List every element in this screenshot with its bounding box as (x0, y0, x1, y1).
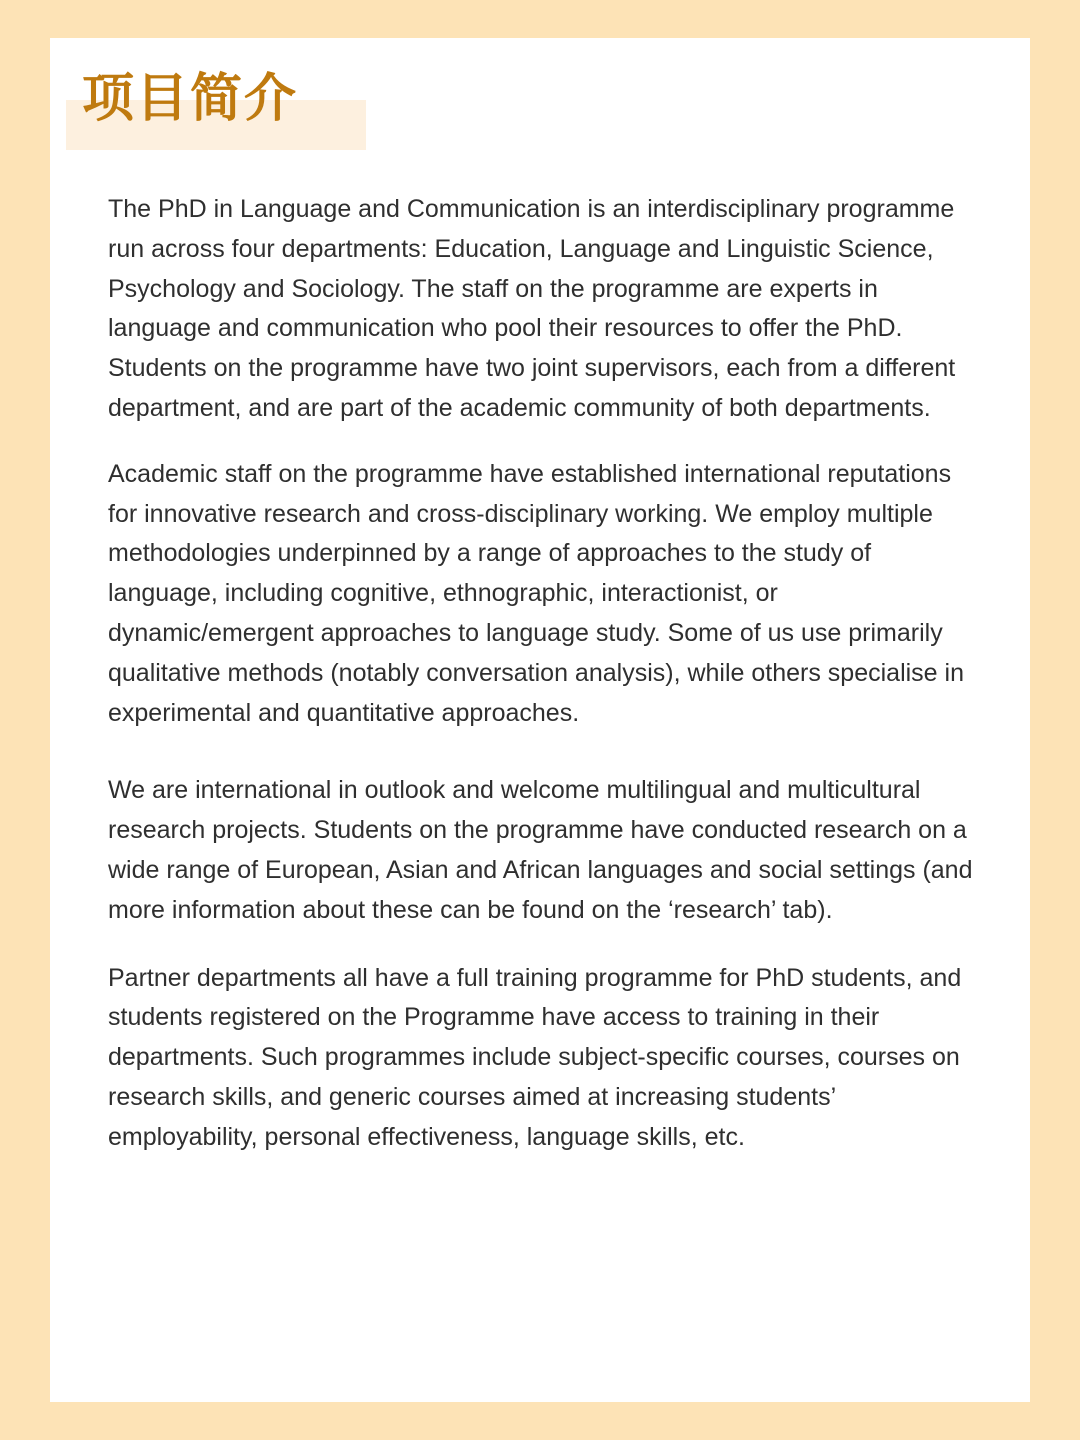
paragraph-academic-staff: Academic staff on the programme have established international reputations for innovative research and cross-disciplinary working. We employ multiple methodologies underpinned by a range of approaches to the study of language, including cognitive, ethnographic, interactionist, or dynamic/emergent approaches to language study. Some of us use primarily qualitative methods (notably conversation analysis), while others specialise in experimental and quantitative approaches. (108, 459, 964, 727)
paragraph-programme-overview: The PhD in Language and Communication is an interdisciplinary programme run across four departments: Education, Language and Linguistic Science, Psychology and Sociology. The staff on the programme are experts in language and communication who pool their resources to offer the PhD. Students on the programme have two joint supervisors, each from a different department, and are part of the academic community of both departments. (108, 195, 956, 422)
paragraph-training: Partner departments all have a full training programme for PhD students, and students registered on the Programme have access to training in their departments. Such programmes include subject-specific courses, courses on research skills, and generic courses aimed at increasing students’ employability, personal effectiveness, language skills, etc. (108, 963, 962, 1151)
content-card (50, 38, 1030, 1402)
title-block (66, 68, 366, 150)
article-body (108, 190, 978, 1158)
page-title: 项目简介 (82, 69, 299, 129)
paragraph-international-outlook: We are international in outlook and welcome multilingual and multicultural research projects. Students on the programme have conducted research on a wide range of European, Asian and African languages and social settings (and more information about these can be found on the ‘research’ tab). (108, 776, 973, 924)
